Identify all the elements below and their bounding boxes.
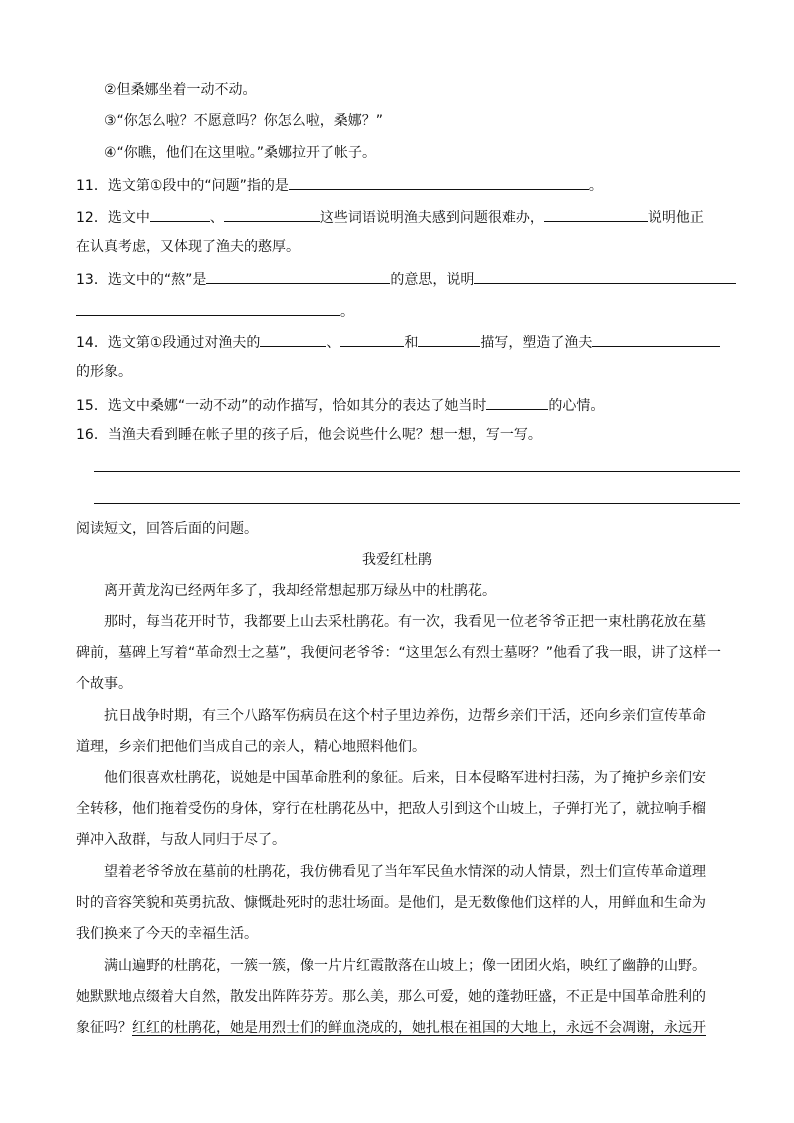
paragraph-3-line-2: 道理，乡亲们把他们当成自己的亲人，精心地照料他们。	[76, 739, 426, 755]
answer-blank-11[interactable]	[289, 174, 589, 190]
answer-blank-13c[interactable]	[76, 300, 340, 316]
question-14: 14．选文第①段通过对渔夫的 、 和 描写，塑造了渔夫	[76, 331, 720, 353]
question-15: 15．选文中桑娜“一动不动”的动作描写，恰如其分的表达了她当时 的心情。	[76, 394, 604, 416]
paragraph-5-line-3: 我们换来了今天的幸福生活。	[76, 926, 258, 942]
paragraph-5-line-1: 望着老爷爷放在墓前的杜鹃花，我仿佛看见了当年军民鱼水情深的动人情景，烈士们宣传革命道理	[104, 864, 706, 880]
answer-blank-14c[interactable]	[418, 331, 480, 347]
answer-blank-13a[interactable]	[206, 268, 390, 284]
answer-blank-14a[interactable]	[260, 331, 326, 347]
paragraph-2-line-1: 那时，每当花开时节，我都要上山去采杜鹃花。有一次，我看见一位老爷爷正把一束杜鹃花放在墓	[104, 614, 706, 630]
answer-blank-14d[interactable]	[592, 331, 720, 347]
question-13: 13．选文中的“熬”是 的意思，说明	[76, 268, 736, 290]
paragraph-4-line-1: 他们很喜欢杜鹃花，说她是中国革命胜利的象征。后来，日本侵略军进村扫荡，为了掩护乡亲们安	[104, 770, 706, 786]
answer-blank-15[interactable]	[486, 394, 548, 410]
question-11: 11．选文第①段中的“问题”指的是 。	[76, 174, 603, 196]
sentence-4: ④“你瞧，他们在这里啦。”桑娜拉开了帐子。	[104, 145, 377, 161]
question-12: 12．选文中 、 这些词语说明渔夫感到问题很难办， 说明他正	[76, 206, 704, 228]
passage-title: 我爱红杜鹃	[362, 552, 432, 568]
question-14-cont: 的形象。	[76, 364, 132, 380]
question-13-cont: 。	[76, 300, 354, 322]
answer-blank-12a[interactable]	[150, 206, 210, 222]
underlined-sentence: 红红的杜鹃花，她是用烈士们的鲜血浇成的，她扎根在祖国的大地上，永远不会凋谢，永远开	[132, 1020, 706, 1036]
paragraph-6-line-1: 满山遍野的杜鹃花，一簇一簇，像一片片红霞散落在山坡上；像一团团火焰，映红了幽静的山野。	[104, 958, 706, 974]
answer-line-16a[interactable]	[94, 471, 740, 472]
question-16: 16．当渔夫看到睡在帐子里的孩子后，他会说些什么呢？想一想，写一写。	[76, 427, 542, 443]
paragraph-6-line-2: 她默默地点缀着大自然，散发出阵阵芬芳。那么美，那么可爱，她的蓬勃旺盛，不正是中国革命胜利的	[76, 989, 706, 1005]
question-12-cont: 在认真考虑，又体现了渔夫的憨厚。	[76, 239, 300, 255]
reading-instruction: 阅读短文，回答后面的问题。	[76, 521, 258, 537]
paragraph-2-line-3: 个故事。	[76, 676, 132, 692]
paragraph-6-line-3: 象征吗？红红的杜鹃花，她是用烈士们的鲜血浇成的，她扎根在祖国的大地上，永远不会凋谢，永远开	[76, 1020, 706, 1036]
paragraph-5-line-2: 时的音容笑貌和英勇抗敌、慷慨赴死时的悲壮场面。是他们，是无数像他们这样的人，用鲜血和生命为	[76, 895, 706, 911]
answer-blank-14b[interactable]	[340, 331, 404, 347]
answer-line-16b[interactable]	[94, 503, 740, 504]
paragraph-4-line-2: 全转移，他们拖着受伤的身体，穿行在杜鹃花丛中，把敌人引到这个山坡上，子弹打光了，就拉响手榴	[76, 801, 706, 817]
paragraph-3-line-1: 抗日战争时期，有三个八路军伤病员在这个村子里边养伤，边帮乡亲们干活，还向乡亲们宣传革命	[104, 708, 706, 724]
answer-blank-13b[interactable]	[474, 268, 736, 284]
sentence-2: ②但桑娜坐着一动不动。	[104, 82, 257, 98]
paragraph-2-line-2: 碑前，墓碑上写着“革命烈士之墓”，我便问老爷爷：“这里怎么有烈士墓呀？”他看了我一眼，讲了这样一	[76, 645, 722, 661]
sentence-3: ③“你怎么啦？不愿意吗？你怎么啦，桑娜？”	[104, 113, 384, 129]
paragraph-4-line-3: 弹冲入敌群，与敌人同归于尽了。	[76, 832, 286, 848]
paragraph-1: 离开黄龙沟已经两年多了，我却经常想起那万绿丛中的杜鹃花。	[104, 583, 496, 599]
answer-blank-12c[interactable]	[544, 206, 648, 222]
answer-blank-12b[interactable]	[224, 206, 320, 222]
